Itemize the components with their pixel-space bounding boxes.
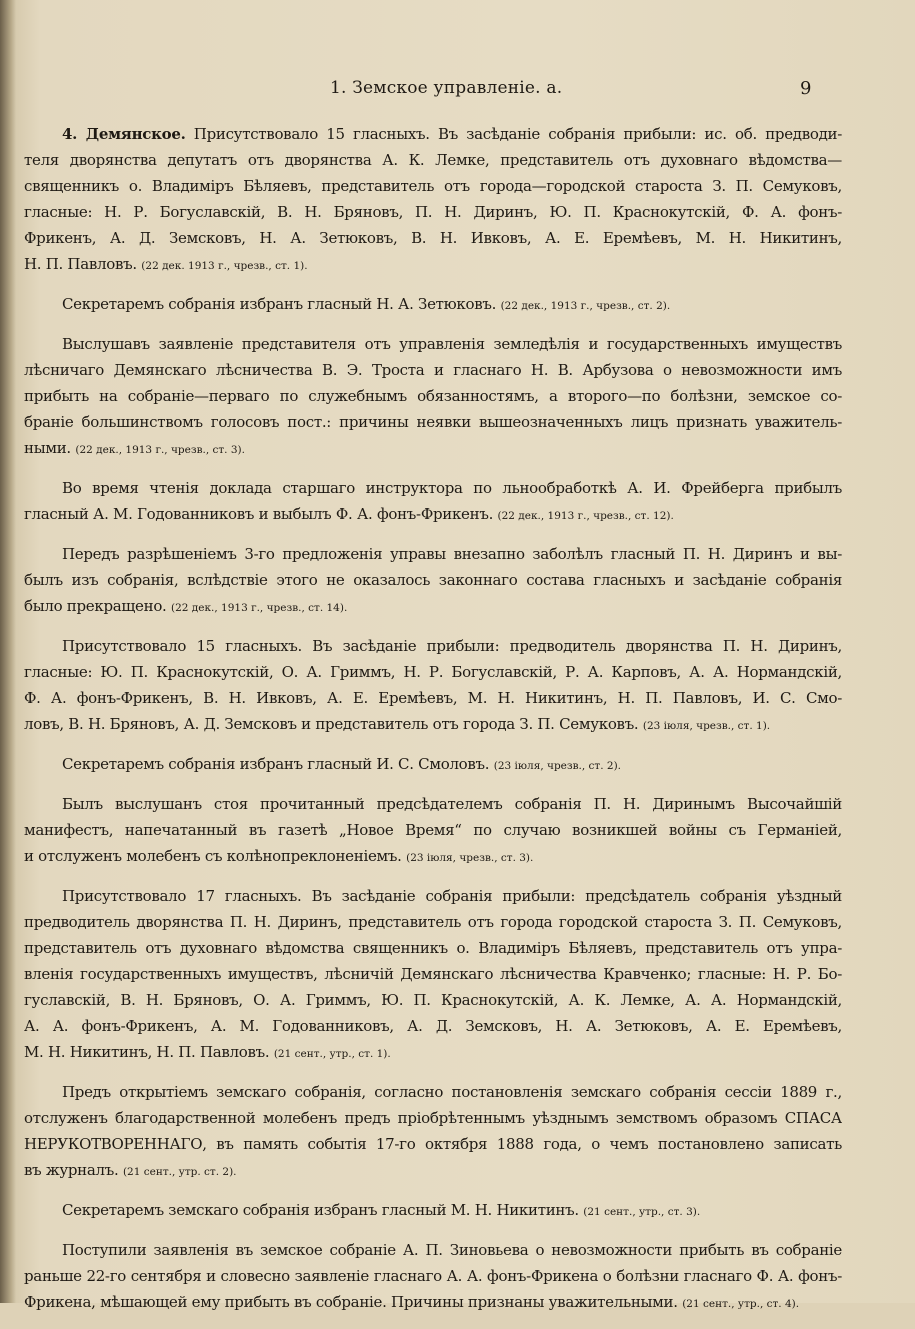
line-text: манифестъ, напечатанный въ газетѣ „Новое Время“ по случаю возникшей войны съ Германіей, [24, 821, 842, 839]
paragraph [24, 791, 842, 869]
paragraph [24, 751, 842, 777]
paragraph [24, 331, 842, 461]
text-line [24, 659, 842, 685]
line-text: Секретаремъ собранія избранъ гласный Н. А. Зетюковъ. [62, 295, 497, 313]
text-line [24, 501, 842, 527]
line-text: раньше 22-го сентября и словесно заявленіе гласнаго А. А. фонъ-Фрикена о болѣзни гласнаго Ф. А. фонъ- [24, 1267, 842, 1285]
text-line [24, 409, 842, 435]
text-line [24, 1197, 842, 1223]
journal-reference: (23 іюля, чрезв., ст. 1). [642, 720, 771, 732]
line-text: Секретаремъ собранія избранъ гласный И. С. Смоловъ. [62, 755, 490, 773]
paragraph [24, 633, 842, 737]
line-text: Фрикенъ, А. Д. Земсковъ, Н. А. Зетюковъ, В. Н. Ивковъ, А. Е. Еремѣевъ, М. Н. Никитинъ, [24, 229, 842, 247]
text-line [24, 199, 842, 225]
journal-reference: (21 сент., утр. ст. 2). [122, 1166, 237, 1178]
line-text: былъ изъ собранія, вслѣдствіе этого не оказалось законнаго состава гласныхъ и засѣданіе собранія [24, 571, 842, 589]
text-line [24, 711, 842, 737]
text-line [24, 225, 842, 251]
journal-reference: (21 сент., утр., ст. 3). [583, 1206, 701, 1218]
text-line [24, 1131, 842, 1157]
text-line [24, 883, 842, 909]
text-line [24, 435, 842, 461]
book-binding-edge [0, 0, 16, 1303]
journal-reference: (23 іюля, чрезв., ст. 2). [493, 760, 622, 772]
text-line [24, 751, 842, 777]
text-line [24, 685, 842, 711]
line-text: предводитель дворянства П. Н. Диринъ, представитель отъ города городской староста З. П. Семуковъ, [24, 913, 842, 931]
text-line [24, 843, 842, 869]
paragraph [24, 541, 842, 619]
text-line [24, 909, 842, 935]
text-line [24, 1013, 842, 1039]
text-line [24, 961, 842, 987]
text-line: 4. Демянское. Присутствовало 15 гласныхъ. Въ засѣданіе собранія прибыли: ис. об. предводи- [62, 125, 842, 143]
paragraph [24, 883, 842, 1065]
text-line [24, 541, 842, 567]
line-text: гласные: Н. Р. Богуславскій, В. Н. Бряновъ, П. Н. Диринъ, Ю. П. Краснокутскій, Ф. А. фонъ- [24, 203, 842, 221]
text-line [24, 357, 842, 383]
line-text: Поступили заявленія въ земское собраніе А. П. Зиновьева о невозможности прибыть въ собраніе [62, 1241, 842, 1259]
line-text: представитель отъ духовнаго вѣдомства священникъ о. Владиміръ Бѣляевъ, представитель отъ упра- [24, 939, 842, 957]
running-title: 1. Земское управленіе. а. [330, 78, 563, 98]
journal-reference: (21 сент., утр., ст. 4). [682, 1298, 800, 1310]
line-text: Секретаремъ земскаго собранія избранъ гласный М. Н. Никитинъ. [62, 1201, 579, 1219]
journal-reference: (21 сент., утр., ст. 1). [273, 1048, 391, 1060]
line-text: гуславскій, В. Н. Бряновъ, О. А. Гриммъ, Ю. П. Краснокутскій, А. К. Лемке, А. А. Нормандскій, [24, 991, 842, 1009]
line-text: отслуженъ благодарственной молебенъ предъ пріобрѣтеннымъ уѣзднымъ земствомъ образомъ СПАСА [24, 1109, 842, 1127]
paragraph [24, 121, 842, 277]
line-text: ловъ, В. Н. Бряновъ, А. Д. Земсковъ и представитель отъ города З. П. Семуковъ. [24, 715, 639, 733]
line-text: прибыть на собраніе—перваго по служебнымъ обязанностямъ, а второго—по болѣзни, земское со- [24, 387, 842, 405]
text-line [24, 1079, 842, 1105]
line-text: теля дворянства депутатъ отъ дворянства А. К. Лемке, представитель отъ духовнаго вѣдомства— [24, 151, 842, 169]
line-text: Н. П. Павловъ. [24, 255, 137, 273]
text-line [24, 1237, 842, 1263]
line-text: браніе большинствомъ голосовъ пост.: причины неявки вышеозначенныхъ лицъ признать уважитель- [24, 413, 842, 431]
text-line [24, 593, 842, 619]
text-line [24, 1105, 842, 1131]
line-text: Предъ открытіемъ земскаго собранія, согласно постановленія земскаго собранія сессіи 1889 г., [62, 1083, 842, 1101]
page-number: 9 [800, 78, 812, 99]
line-text: вленія государственныхъ имуществъ, лѣсничій Демянскаго лѣсничества Кравченко; гласные: Н. Р. Бо- [24, 965, 842, 983]
text-line [24, 1157, 842, 1183]
line-text: ными. [24, 439, 71, 457]
line-text: М. Н. Никитинъ, Н. П. Павловъ. [24, 1043, 270, 1061]
line-text: Передъ разрѣшеніемъ 3-го предложенія управы внезапно заболѣлъ гласный П. Н. Диринъ и вы- [62, 545, 842, 563]
paragraph [24, 1237, 842, 1315]
line-text: Присутствовало 17 гласныхъ. Въ засѣданіе собранія прибыли: предсѣдатель собранія уѣздный [62, 887, 842, 905]
line-text: А. А. фонъ-Фрикенъ, А. М. Годованниковъ, А. Д. Земсковъ, Н. А. Зетюковъ, А. Е. Еремѣевъ, [24, 1017, 842, 1035]
line-text: Присутствовало 15 гласныхъ. Въ засѣданіе прибыли: предводитель дворянства П. Н. Диринъ, [62, 637, 842, 655]
line-text: НЕРУКОТВОРЕННАГО, въ память событія 17-го октября 1888 года, о чемъ постановлено записать [24, 1135, 842, 1153]
text-line [24, 251, 842, 277]
journal-reference: (22 дек. 1913 г., чрезв., ст. 1). [141, 260, 308, 272]
paragraph [24, 475, 842, 527]
text-line [24, 935, 842, 961]
text-line [24, 791, 842, 817]
text-line [24, 1263, 842, 1289]
page-body [24, 121, 842, 1329]
text-line [24, 331, 842, 357]
line-text: лѣсничаго Демянскаго лѣсничества В. Э. Троста и гласнаго Н. В. Арбузова о невозможности имъ [24, 361, 842, 379]
line-text: гласный А. М. Годованниковъ и выбылъ Ф. А. фонъ-Фрикенъ. [24, 505, 494, 523]
journal-reference: (22 дек., 1913 г., чрезв., ст. 14). [170, 602, 348, 614]
text-line [24, 1289, 842, 1315]
page-header [0, 78, 915, 108]
paragraph [24, 291, 842, 317]
text-line [24, 1039, 842, 1065]
paragraph [24, 1079, 842, 1183]
text-line [24, 147, 842, 173]
journal-reference: (23 іюля, чрезв., ст. 3). [406, 852, 534, 864]
text-line [24, 987, 842, 1013]
journal-reference: (22 дек., 1913 г., чрезв., ст. 12). [497, 510, 674, 522]
line-text: священникъ о. Владиміръ Бѣляевъ, представитель отъ города—городской староста З. П. Семуковъ, [24, 177, 842, 195]
text-line [24, 817, 842, 843]
text-line [24, 173, 842, 199]
text-line [24, 291, 842, 317]
journal-reference: (22 дек., 1913 г., чрезв., ст. 2). [500, 300, 671, 312]
line-text: было прекращено. [24, 597, 167, 615]
paragraph [24, 1197, 842, 1223]
section-heading: 4. Демянское. [62, 125, 186, 143]
line-text: Выслушавъ заявленіе представителя отъ управленія земледѣлія и государственныхъ имуществъ [62, 335, 842, 353]
line-text: и отслуженъ молебенъ съ колѣнопреклоненіемъ. [24, 847, 402, 865]
line-text: въ журналъ. [24, 1161, 119, 1179]
line-text: Былъ выслушанъ стоя прочитанный предсѣдателемъ собранія П. Н. Диринымъ Высочайшій [62, 795, 842, 813]
journal-reference: (22 дек., 1913 г., чрезв., ст. 3). [75, 444, 245, 456]
text-line [24, 475, 842, 501]
line-text: гласные: Ю. П. Краснокутскій, О. А. Гриммъ, Н. Р. Богуславскій, Р. А. Карповъ, А. А. Нормандскій, [24, 663, 842, 681]
text-line [24, 383, 842, 409]
line-text: Фрикена, мѣшающей ему прибыть въ собраніе. Причины признаны уважительными. [24, 1293, 678, 1311]
text-line [24, 633, 842, 659]
line-text: Ф. А. фонъ-Фрикенъ, В. Н. Ивковъ, А. Е. Еремѣевъ, М. Н. Никитинъ, Н. П. Павловъ, И. С. Смо- [24, 689, 842, 707]
line-text: Во время чтенія доклада старшаго инструктора по льнообработкѣ А. И. Фрейберга прибылъ [62, 479, 842, 497]
text-line [24, 567, 842, 593]
